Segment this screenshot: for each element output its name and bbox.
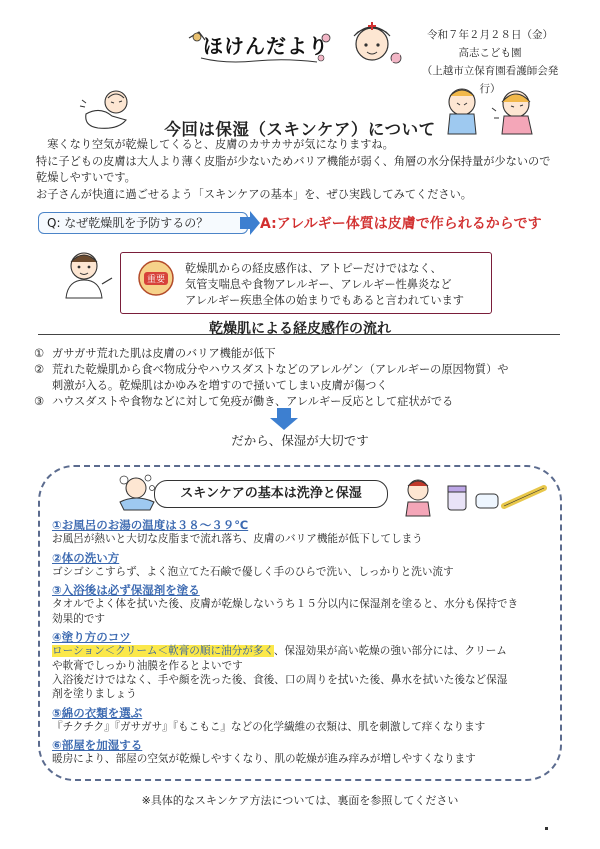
skincare-products-icon <box>398 474 548 518</box>
doctor-icon <box>54 246 116 302</box>
intro-line: 寒くなり空気が乾燥してくると、皮膚のカサカサが気になりますね。 <box>47 138 394 151</box>
badge-label: 重要 <box>146 275 166 285</box>
step-text-cont: 、保湿効果が高い乾燥の強い部分には、クリーム <box>273 645 507 658</box>
important-badge-icon <box>136 258 176 298</box>
info-text <box>185 261 485 309</box>
step-text: 効果的です <box>52 612 105 625</box>
flow-title: 乾燥肌による経皮感作の流れ <box>209 321 391 337</box>
step-text: 『チクチク』『ガサガサ』『もこもこ』などの化学繊維の衣類は、肌を刺激して痒くなります <box>52 720 486 733</box>
step-2 <box>52 551 552 580</box>
page-title: 今回は保湿（スキンケア）について <box>164 120 436 139</box>
step-text: お風呂が熱いと大切な皮脂まで流れ落ち、皮膚のバリア機能が低下してしまう <box>52 533 423 546</box>
step-heading: ⑥部屋を加湿する <box>52 738 143 753</box>
flow-number: ② <box>34 363 45 376</box>
step-text: タオルでよく体を拭いた後、皮膚が乾燥しないうち１５分以内に保湿剤を塗ると、水分も保持でき <box>52 598 519 611</box>
skincare-steps <box>52 518 552 771</box>
step-3 <box>52 583 552 626</box>
step-4 <box>52 630 552 701</box>
page-mark <box>545 827 548 830</box>
highlighted-text: ローション＜クリーム＜軟膏の順に油分が多く <box>52 645 274 658</box>
flow-number: ① <box>34 347 45 360</box>
step-text: ゴシゴシこすらず、よく泡立てた石鹸で優しく手のひらで洗い、しっかりと洗い流す <box>52 565 454 578</box>
intro-line: 乾燥しやすいです。 <box>36 171 136 184</box>
conclusion-text: だから、保湿が大切です <box>231 433 369 448</box>
info-line: 乾燥肌からの経皮感作は、アトピーだけではなく、 <box>185 262 442 275</box>
flow-item <box>34 362 574 394</box>
logo-text: ほけんだより <box>203 34 329 58</box>
flow-item <box>34 346 574 362</box>
nurse-icon <box>338 14 408 70</box>
flow-item <box>34 394 574 410</box>
step-6 <box>52 738 552 767</box>
step-heading: ③入浴後は必ず保湿剤を塗る <box>52 583 200 598</box>
footer-note: ※具体的なスキンケア方法については、裏面を参照してください <box>141 794 459 807</box>
flow-text: 荒れた乾燥肌から食べ物成分やハウスダストなどのアレルゲン（アレルギーの原因物質）や <box>52 363 509 376</box>
step-text <box>52 644 552 658</box>
step-1 <box>52 518 552 547</box>
school-name: 高志こども園 <box>458 47 522 59</box>
step-heading: ④塗り方のコツ <box>52 630 131 645</box>
info-line: 気管支喘息や食物アレルギー、アレルギー性鼻炎など <box>185 278 452 291</box>
issue-date: 令和７年２月２８日（金） <box>427 29 553 41</box>
flow-text: 刺激が入る。乾燥肌はかゆみを増すので掻いてしまい皮膚が傷つく <box>52 379 388 392</box>
intro-paragraph <box>36 137 576 203</box>
flow-text: ハウスダストや食物などに対して免疫が働き、アレルギー反応として症状がでる <box>52 395 454 408</box>
step-heading: ⑤綿の衣類を選ぶ <box>52 705 143 720</box>
flow-text: ガサガサ荒れた肌は皮膚のバリア機能が低下 <box>52 347 276 360</box>
step-heading: ①お風呂のお湯の温度は３８～３９℃ <box>52 518 249 532</box>
answer-text: A:アレルギー体質は皮膚で作られるからです <box>260 216 542 232</box>
intro-line: お子さんが快適に過ごせるよう「スキンケアの基本」を、ぜひ実践してみてください。 <box>36 187 472 201</box>
step-text: 暖房により、部屋の空気が乾燥しやすくなり、肌の乾燥が進み痒みが増しやすくなります <box>52 753 476 766</box>
step-text: 入浴後だけではなく、手や顔を洗った後、食後、口の周りを拭いた後、鼻水を拭いた後など保湿 <box>52 673 508 686</box>
right-arrow-icon <box>240 211 260 235</box>
divider <box>38 334 560 335</box>
intro-line: 特に子どもの皮膚は大人より薄く皮脂が少ないためバリア機能が弱く、角層の水分保持量が少ないので <box>36 154 551 168</box>
publisher: （上越市立保育園看護師会発行） <box>421 65 559 95</box>
flow-list <box>34 346 574 410</box>
info-line: アレルギー疾患全体の始まりでもあると言われています <box>185 294 464 307</box>
step-5 <box>52 706 552 735</box>
skincare-title: スキンケアの基本は洗浄と保湿 <box>154 480 388 508</box>
flow-number: ③ <box>34 395 45 408</box>
step-text: や軟膏でしっかり油膜を作るとよいです <box>52 659 243 672</box>
step-heading: ②体の洗い方 <box>52 550 120 565</box>
step-text: 剤を塗りましょう <box>52 688 137 701</box>
down-arrow-icon <box>270 408 298 430</box>
question-box: Q: なぜ乾燥肌を予防するの？ <box>38 212 248 234</box>
